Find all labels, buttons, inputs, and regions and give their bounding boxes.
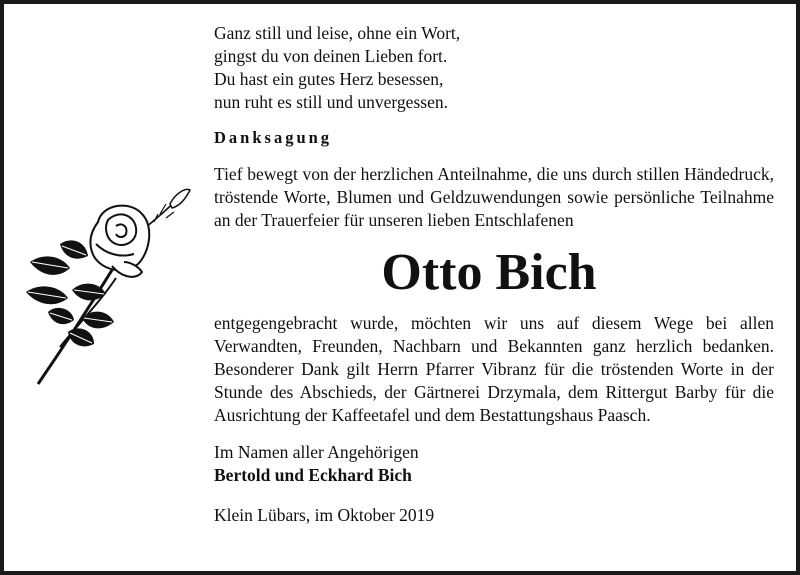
poem-line: gingst du von deinen Lieben fort.	[214, 46, 448, 66]
rose-icon	[20, 182, 195, 392]
deceased-name: Otto Bich	[381, 244, 597, 301]
poem-line: nun ruht es still und unvergessen.	[214, 92, 448, 112]
thanks-paragraph: entgegengebracht wurde, möchten wir uns auf diesem Wege bei allen Verwandten, Freunden, Nachbarn und Bekannten ganz herzlich bedanken. Besonderer Dank gilt Herrn Pfarrer Vibranz für die tröstenden Worte in der Stunde des Abschieds, der Gärtnerei Drzymala, dem Rittergut Barby für die Ausrichtung der Kaffeetafel und dem Bestattungshaus Paasch.	[214, 313, 774, 425]
notice-content	[214, 22, 774, 527]
place-date: Klein Lübars, im Oktober 2019	[214, 505, 435, 525]
memorial-poem	[214, 22, 774, 114]
signature-names: Bertold und Eckhard Bich	[214, 465, 412, 485]
signature-block	[214, 441, 774, 487]
poem-line: Du hast ein gutes Herz besessen,	[214, 69, 444, 89]
signature-intro: Im Namen aller Angehörigen	[214, 442, 419, 462]
section-heading: Danksagung	[214, 128, 333, 147]
poem-line: Ganz still und leise, ohne ein Wort,	[214, 23, 461, 43]
intro-paragraph: Tief bewegt von der herzlichen Anteilnahme, die uns durch stillen Händedruck, tröstende Worte, Blumen und Geldzuwendungen sowie persönliche Teilnahme an der Trauerfeier für unseren lieben Entschlafenen	[214, 164, 774, 230]
